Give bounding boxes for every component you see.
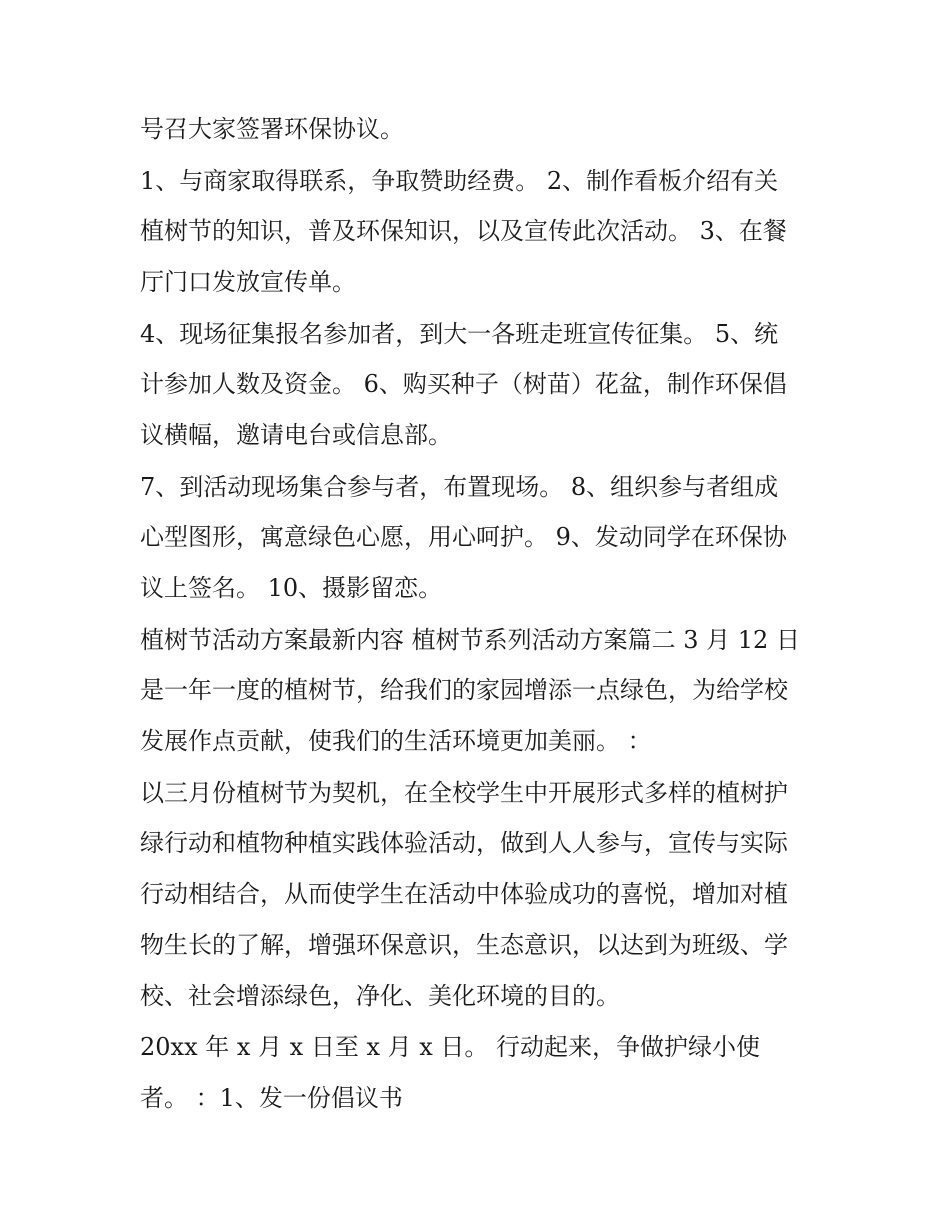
text-line: 物生长的了解，增强环保意识，生态意识，以达到为班级、学: [140, 931, 788, 959]
text-line: 议上签名。 10、摄影留恋。: [140, 574, 443, 602]
text-line: 20xx 年 x 月 x 日至 x 月 x 日。 行动起来，争做护绿小使: [140, 1033, 761, 1061]
text-line: 4、现场征集报名参加者，到大一各班走班宣传征集。 5、统: [140, 320, 779, 348]
text-line: 植树节的知识，普及环保知识，以及宣传此次活动。 3、在餐: [140, 217, 787, 245]
text-line: 号召大家签署环保协议。: [140, 115, 404, 143]
text-line: 厅门口发放宣传单。: [140, 268, 356, 296]
text-line: 植树节活动方案最新内容 植树节系列活动方案篇二 3 月 12 日: [140, 626, 800, 654]
text-line: 发展作点贡献，使我们的生活环境更加美丽。 ：: [140, 727, 652, 755]
text-line: 计参加人数及资金。 6、购买种子（树苗）花盆，制作环保倡: [140, 370, 787, 398]
text-line: 7、到活动现场集合参与者，布置现场。 8、组织参与者组成: [140, 473, 779, 501]
text-line: 心型图形，寓意绿色心愿，用心呵护。 9、发动同学在环保协: [140, 523, 787, 551]
text-line: 校、社会增添绿色，净化、美化环境的目的。: [140, 982, 620, 1010]
text-line: 是一年一度的植树节，给我们的家园增添一点绿色，为给学校: [140, 676, 788, 704]
text-line: 1、与商家取得联系，争取赞助经费。 2、制作看板介绍有关: [140, 167, 779, 195]
text-line: 议横幅，邀请电台或信息部。: [140, 421, 452, 449]
text-line: 绿行动和植物种植实践体验活动，做到人人参与，宣传与实际: [140, 829, 788, 857]
text-line: 行动相结合，从而使学生在活动中体验成功的喜悦，增加对植: [140, 880, 788, 908]
text-line: 以三月份植树节为契机，在全校学生中开展形式多样的植树护: [140, 779, 788, 807]
text-line: 者。 ：1、发一份倡议书: [140, 1084, 403, 1112]
